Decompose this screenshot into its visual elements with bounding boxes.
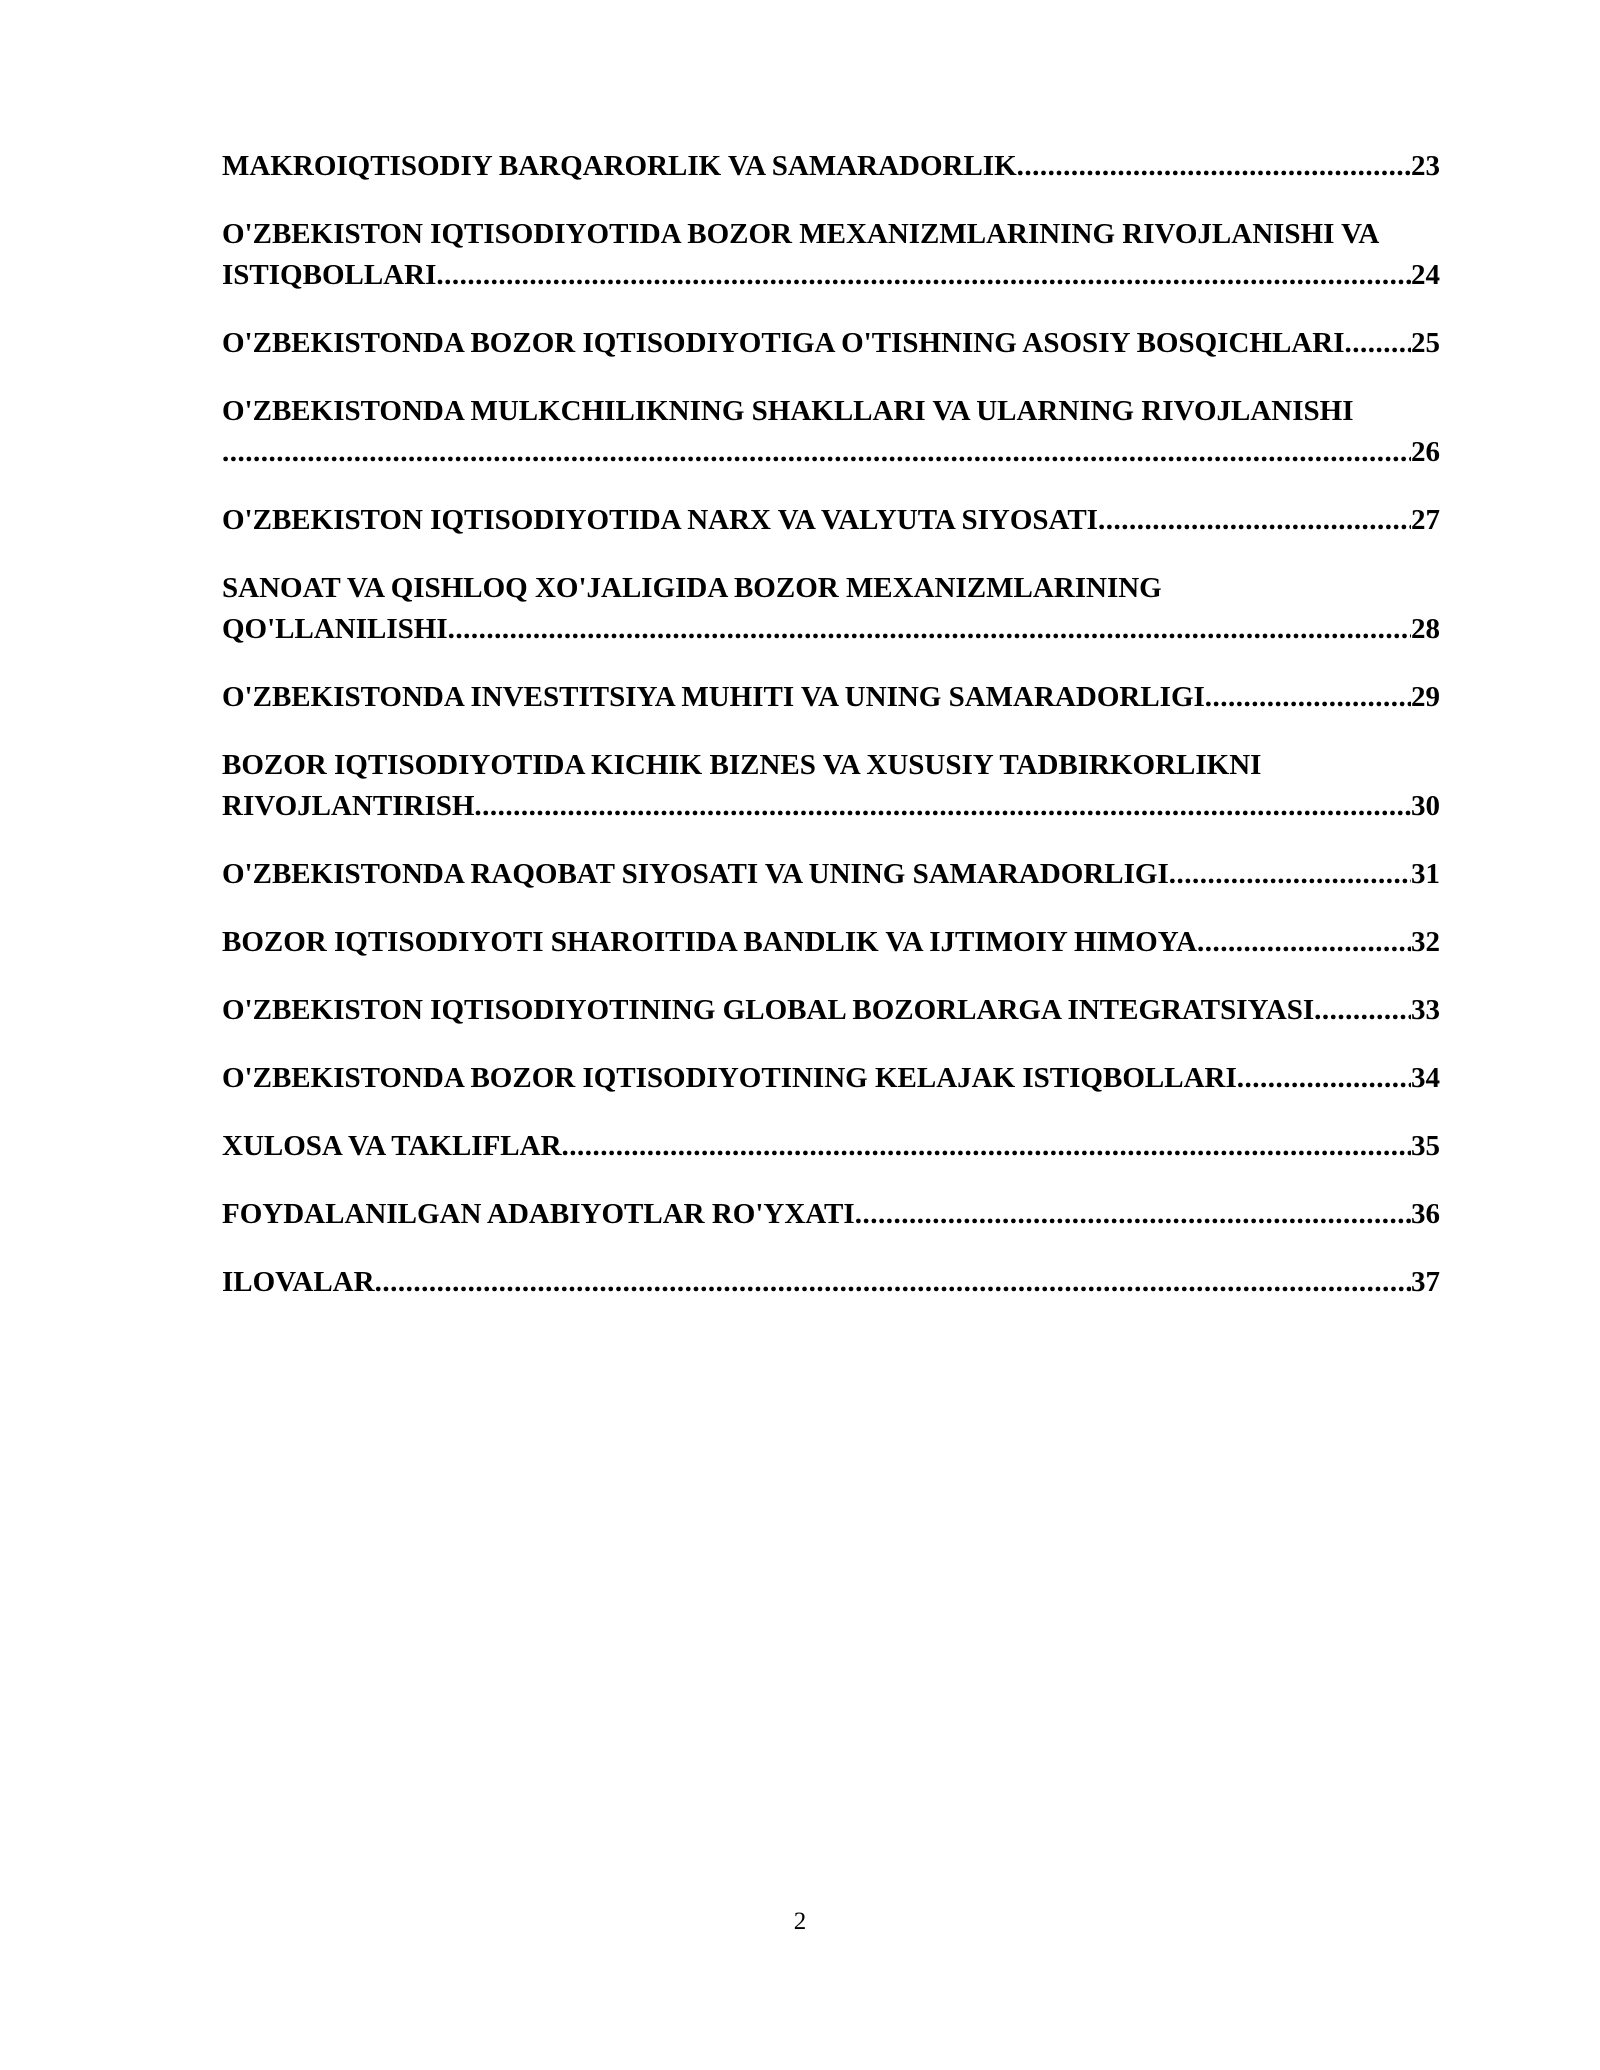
- dot-leader: [375, 1262, 1411, 1303]
- toc-entry-line: [222, 1262, 1440, 1303]
- toc-entry-title: O'ZBEKISTON IQTISODIYOTINING GLOBAL BOZORLARGA INTEGRATSIYASI: [222, 994, 1315, 1026]
- toc-entry-page-number: 32: [1411, 926, 1440, 958]
- toc-entry-title: O'ZBEKISTONDA INVESTITSIYA MUHITI VA UNING SAMARADORLIGI: [222, 681, 1205, 713]
- toc-entry-line: [222, 677, 1440, 718]
- toc-entry[interactable]: [222, 391, 1484, 473]
- toc-entry-page-number: 31: [1411, 858, 1440, 890]
- dot-leader: [474, 786, 1411, 827]
- toc-entry-page-number: 26: [1411, 436, 1440, 468]
- toc-entry[interactable]: [222, 1194, 1484, 1235]
- dot-leader: [1169, 854, 1411, 895]
- toc-entry-title: O'ZBEKISTONDA RAQOBAT SIYOSATI VA UNING SAMARADORLIGI: [222, 858, 1169, 890]
- toc-entry[interactable]: [222, 922, 1484, 963]
- toc-entry-title-line: O'ZBEKISTON IQTISODIYOTIDA BOZOR MEXANIZMLARINING RIVOJLANISHI VA: [222, 218, 1380, 250]
- toc-entry-page-number: 29: [1411, 681, 1440, 713]
- toc-entry-page-number: 35: [1411, 1130, 1440, 1162]
- toc-entry-title: O'ZBEKISTON IQTISODIYOTIDA NARX VA VALYUTA SIYOSATI: [222, 504, 1098, 536]
- toc-entry-title: ISTIQBOLLARI: [222, 259, 437, 291]
- toc-entry-page-number: 37: [1411, 1266, 1440, 1298]
- toc-entry-title-line: BOZOR IQTISODIYOTIDA KICHIK BIZNES VA XUSUSIY TADBIRKORLIKNI: [222, 749, 1262, 781]
- toc-entry-page-number: 23: [1411, 150, 1440, 182]
- toc-entry-title: O'ZBEKISTONDA BOZOR IQTISODIYOTIGA O'TISHNING ASOSIY BOSQICHLARI: [222, 327, 1345, 359]
- toc-entry-page-number: 24: [1411, 259, 1440, 291]
- toc-entry-line: [222, 786, 1440, 827]
- dot-leader: [448, 609, 1411, 650]
- toc-entry[interactable]: [222, 323, 1484, 364]
- toc-entry-page-number: 28: [1411, 613, 1440, 645]
- toc-entry-page-number: 33: [1411, 994, 1440, 1026]
- toc-entry-title-line: O'ZBEKISTONDA MULKCHILIKNING SHAKLLARI VA ULARNING RIVOJLANISHI: [222, 395, 1354, 427]
- toc-entry[interactable]: [222, 500, 1484, 541]
- toc-entry-line: [222, 922, 1440, 963]
- toc-entry-page-number: 34: [1411, 1062, 1440, 1094]
- toc-entry-line: [222, 990, 1440, 1031]
- toc-entry[interactable]: [222, 214, 1484, 296]
- toc-entry-line: [222, 1058, 1440, 1099]
- dot-leader: [1314, 990, 1411, 1031]
- toc-entry-line: [222, 1194, 1440, 1235]
- toc-entry-title: BOZOR IQTISODIYOTI SHAROITIDA BANDLIK VA IJTIMOIY HIMOYA: [222, 926, 1197, 958]
- dot-leader: [1205, 677, 1411, 718]
- toc-entry-title: FOYDALANILGAN ADABIYOTLAR RO'YXATI: [222, 1198, 855, 1230]
- toc-entry[interactable]: [222, 568, 1484, 650]
- dot-leader: [855, 1194, 1411, 1235]
- toc-entry-title: ILOVALAR: [222, 1266, 375, 1298]
- toc-entry-title: O'ZBEKISTONDA BOZOR IQTISODIYOTINING KELAJAK ISTIQBOLLARI: [222, 1062, 1237, 1094]
- toc-entry-page-number: 36: [1411, 1198, 1440, 1230]
- toc-entry-title: XULOSA VA TAKLIFLAR: [222, 1130, 562, 1162]
- toc-entry[interactable]: [222, 677, 1484, 718]
- dot-leader: [222, 432, 1411, 473]
- toc-entry[interactable]: [222, 1058, 1484, 1099]
- dot-leader: [1197, 922, 1411, 963]
- dot-leader: [1344, 323, 1411, 364]
- toc-entry-title: MAKROIQTISODIY BARQARORLIK VA SAMARADORLIK: [222, 150, 1017, 182]
- toc-entry[interactable]: [222, 1262, 1484, 1303]
- table-of-contents: [222, 146, 1484, 1330]
- toc-entry-line: [222, 1126, 1440, 1167]
- dot-leader: [1017, 146, 1411, 187]
- toc-entry-page-number: 30: [1411, 790, 1440, 822]
- dot-leader: [1098, 500, 1411, 541]
- toc-entry-title-line: SANOAT VA QISHLOQ XO'JALIGIDA BOZOR MEXANIZMLARINING: [222, 572, 1162, 604]
- toc-entry[interactable]: [222, 1126, 1484, 1167]
- toc-entry-line: [222, 432, 1440, 473]
- dot-leader: [1237, 1058, 1411, 1099]
- toc-entry-page-number: 27: [1411, 504, 1440, 536]
- toc-entry-line: [222, 854, 1440, 895]
- toc-entry-line: [222, 609, 1440, 650]
- toc-entry-line: [222, 255, 1440, 296]
- dot-leader: [436, 255, 1411, 296]
- toc-entry-page-number: 25: [1411, 327, 1440, 359]
- toc-entry-line: [222, 146, 1440, 187]
- toc-entry[interactable]: [222, 745, 1484, 827]
- toc-entry-line: [222, 323, 1440, 364]
- toc-entry[interactable]: [222, 990, 1484, 1031]
- page-number: 2: [793, 1908, 807, 1935]
- toc-entry-line: [222, 500, 1440, 541]
- toc-entry[interactable]: [222, 854, 1484, 895]
- toc-entry[interactable]: [222, 146, 1484, 187]
- toc-entry-title: QO'LLANILISHI: [222, 613, 448, 645]
- dot-leader: [562, 1126, 1411, 1167]
- toc-entry-title: RIVOJLANTIRISH: [222, 790, 475, 822]
